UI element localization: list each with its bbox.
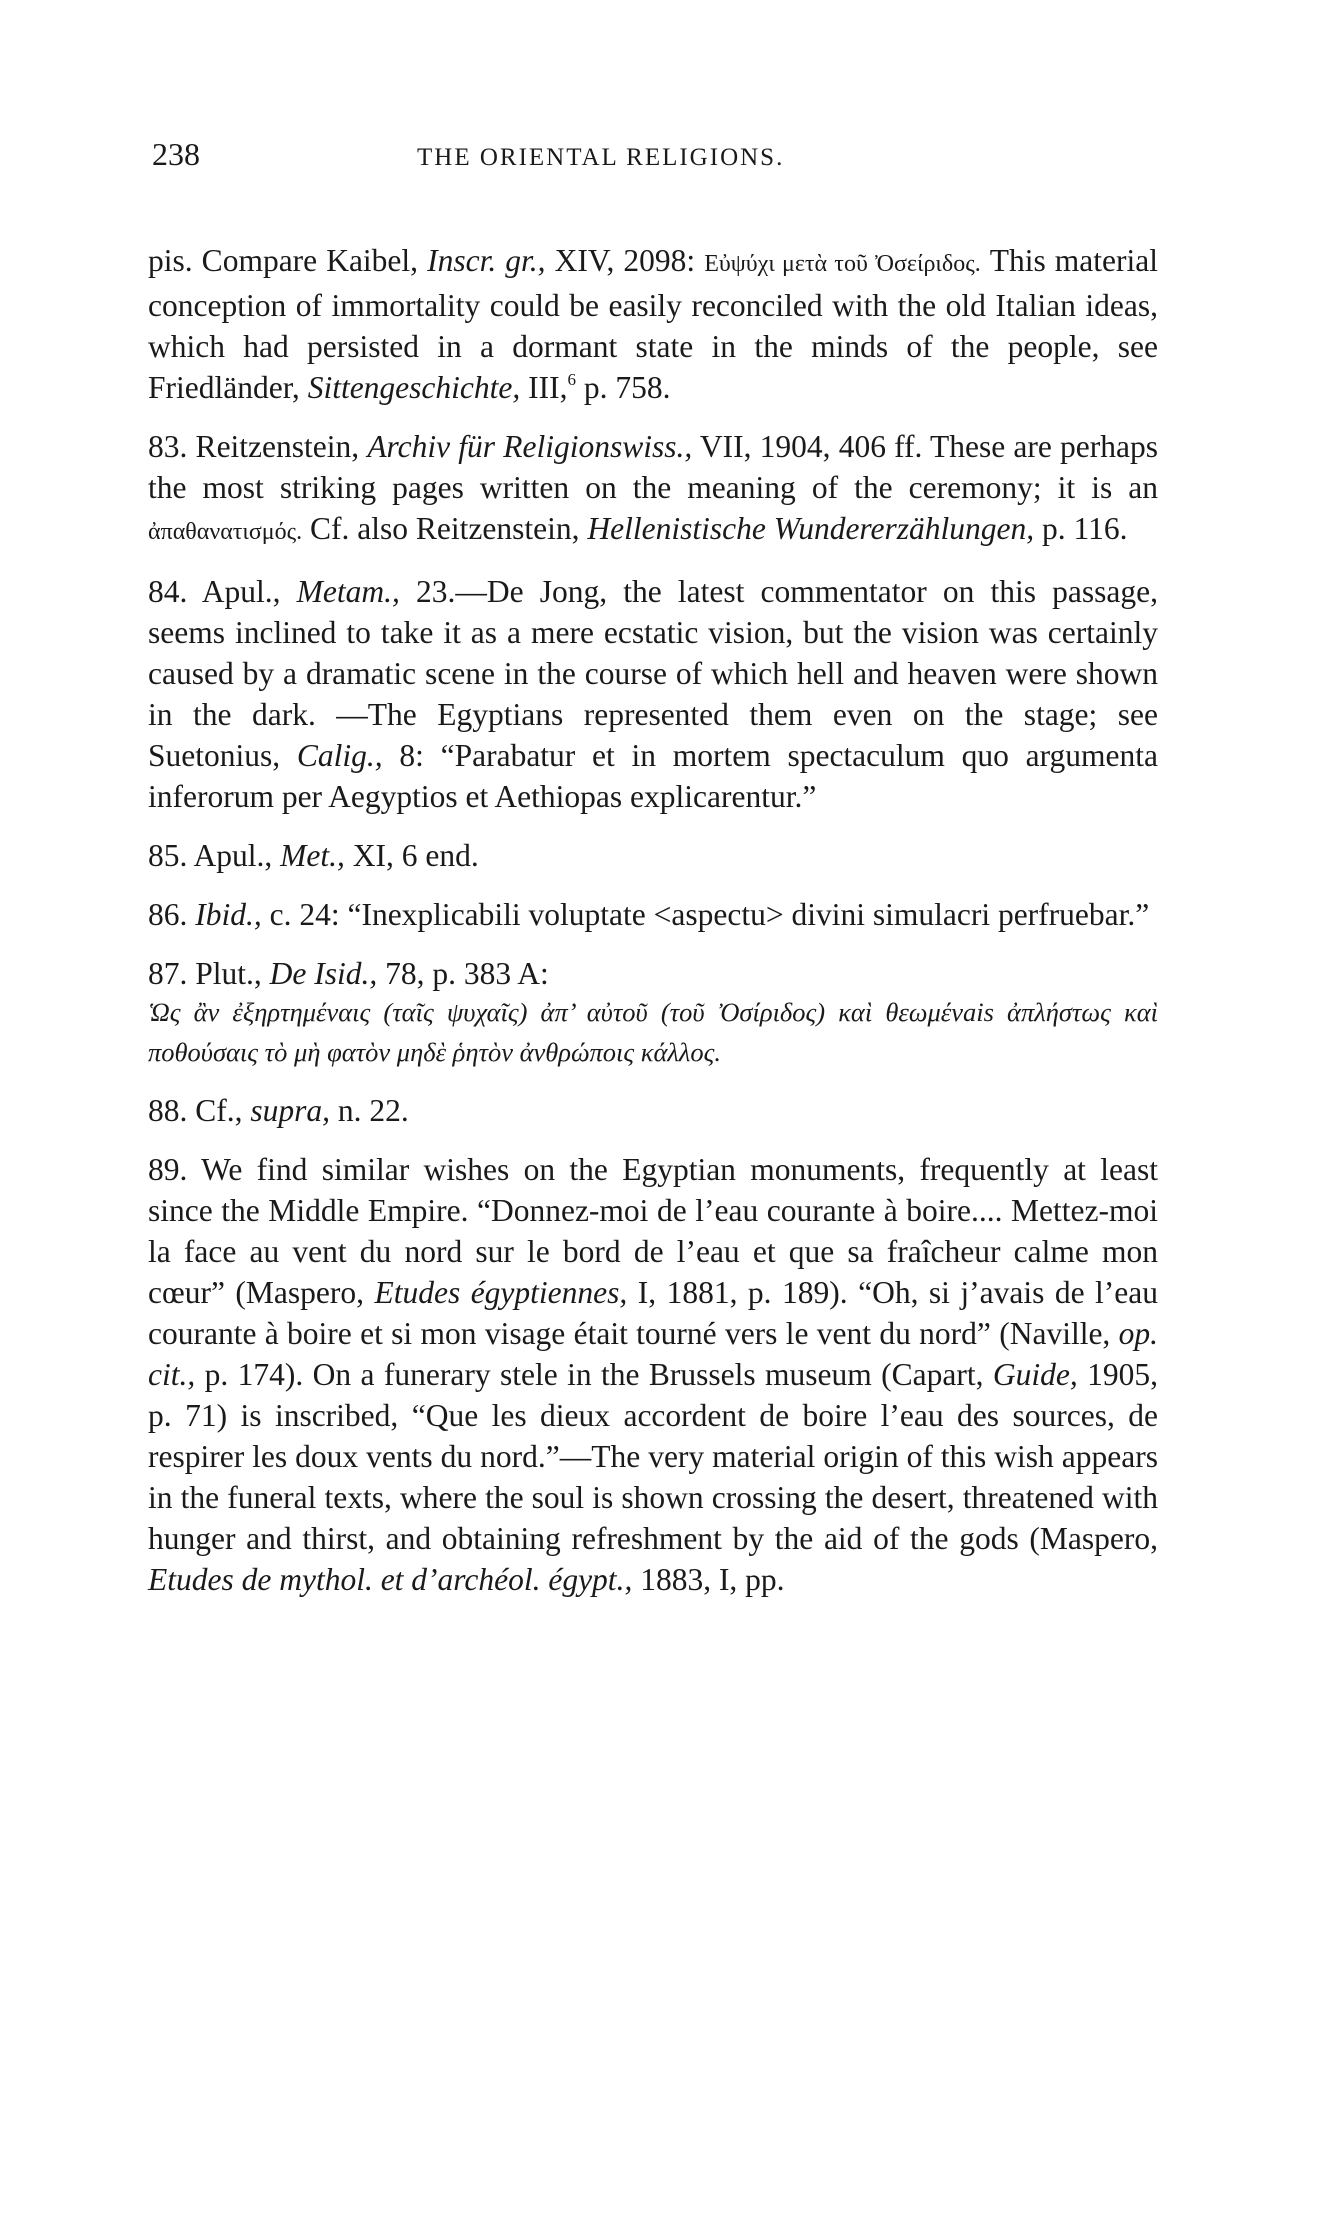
note-text: p. 174). On a funerary stele in the Brussels museum (Capart,	[195, 1357, 993, 1392]
note-text: c. 24: “Inexplicabili voluptate <aspectu> divini simulacri perfruebar.”	[261, 897, 1150, 932]
note-citation: supra,	[250, 1093, 331, 1128]
note-citation: Etudes égyptiennes,	[374, 1275, 628, 1310]
note-89	[148, 1149, 1158, 1600]
note-citation: Guide,	[992, 1357, 1078, 1392]
note-citation: Calig.,	[296, 738, 383, 773]
note-text: XI, 6 end.	[344, 838, 479, 873]
running-title: THE ORIENTAL RELIGIONS.	[417, 144, 785, 171]
note-85	[148, 835, 1158, 876]
note-text: 87. Plut.,	[148, 956, 270, 991]
greek-quotation: Ὡς ἂν ἐξηρτημέναις (ταῖς ψυχαῖς) ἀπ’ αὐτοῦ (τοῦ Ὀσίριδος) καὶ θεωμένais ἀπλήστως καὶ ποθούσαις τὸ μὴ φατὸν μηδὲ ῥητὸν ἀνθρώποις κάλλος.	[148, 997, 1158, 1067]
note-citation: Metam.,	[296, 574, 400, 609]
note-text: pis. Compare Kaibel,	[148, 243, 428, 278]
page-number: 238	[152, 136, 200, 172]
note-87	[148, 953, 1158, 994]
note-text: 85. Apul.,	[148, 838, 281, 873]
note-citation: Archiv für Religionswiss.,	[367, 429, 693, 464]
greek-inscription: Εὐψύχι μετὰ τοῦ Ὀσείριδος.	[704, 251, 981, 277]
note-text: This material conception of immortality could be easily reconciled with the old Italian ideas, which had persisted in a dormant state in the minds of the people, see Friedländer,	[148, 243, 1158, 405]
note-text: I, 1881, p. 189). “Oh, si j’avais de l’eau courante à boire et si mon visage était tourné vers le vent du nord” (Naville,	[148, 1275, 1159, 1351]
note-text: 78, p. 383 A:	[377, 956, 549, 991]
greek-term: ἀπαθανατισμός.	[148, 519, 303, 545]
note-citation: De Isid.,	[269, 956, 378, 991]
note-text: n. 22.	[330, 1093, 409, 1128]
note-83	[148, 426, 1158, 553]
note-text: 84. Apul.,	[148, 574, 297, 609]
footnotes	[148, 240, 1158, 1618]
note-text: VII, 1904, 406 ff. These are perhaps the most striking pages written on the meaning of the ceremony; it is an	[148, 429, 1158, 505]
note-86	[148, 894, 1158, 935]
note-text: III,	[520, 370, 568, 405]
note-text: 89. We find similar wishes on the Egyptian monuments, frequently at least since the Middle Empire. “Donnez-moi de l’eau courante à boire.... Mettez-moi la face au vent du nord sur le bord de l’eau et que sa fraîcheur calme mon cœur” (Maspero,	[148, 1152, 1158, 1310]
note-citation: Sittengeschichte,	[307, 370, 521, 405]
note-text: p. 116.	[1034, 511, 1128, 546]
note-continuation	[148, 240, 1158, 408]
note-text: 1883, I, pp.	[632, 1562, 785, 1597]
note-citation: Met.,	[280, 838, 345, 873]
note-text: 86.	[148, 897, 196, 932]
note-text: 83. Reitzenstein,	[148, 429, 368, 464]
note-text: 8: “Parabatur et in mortem spectaculum quo argumenta inferorum per Aegyptios et Aethiopas explicarentur.”	[148, 738, 1158, 814]
note-84	[148, 571, 1158, 817]
note-citation: op. cit.,	[148, 1316, 1158, 1392]
page-header	[148, 128, 1158, 178]
note-citation: Hellenistische Wundererzählungen,	[587, 511, 1035, 546]
note-citation: Inscr. gr.,	[427, 243, 546, 278]
edition-superscript: 6	[567, 370, 576, 389]
note-text: 23.—De Jong, the latest commentator on this passage, seems inclined to take it as a mere ecstatic vision, but the vision was certainly caused by a dramatic scene in the course of which hell and heaven were shown in the dark. —The Egyptians represented them even on the stage; see Suetonius,	[148, 574, 1158, 773]
note-text: p. 758.	[575, 370, 671, 405]
note-text: Cf. also Reitzenstein,	[302, 511, 588, 546]
note-text: XIV, 2098:	[545, 243, 705, 278]
note-text: 88. Cf.,	[148, 1093, 251, 1128]
note-text: 1905, p. 71) is inscribed, “Que les dieux accordent de boire l’eau des sources, de respirer les doux vents du nord.”—The very material origin of this wish appears in the funeral texts, where the soul is shown crossing the desert, threatened with hunger and thirst, and obtaining refreshment by the aid of the gods (Maspero,	[148, 1357, 1158, 1556]
note-citation: Ibid.,	[195, 897, 262, 932]
book-page	[148, 128, 1158, 178]
note-citation: Etudes de mythol. et d’archéol. égypt.,	[148, 1562, 633, 1597]
note-88	[148, 1090, 1158, 1131]
